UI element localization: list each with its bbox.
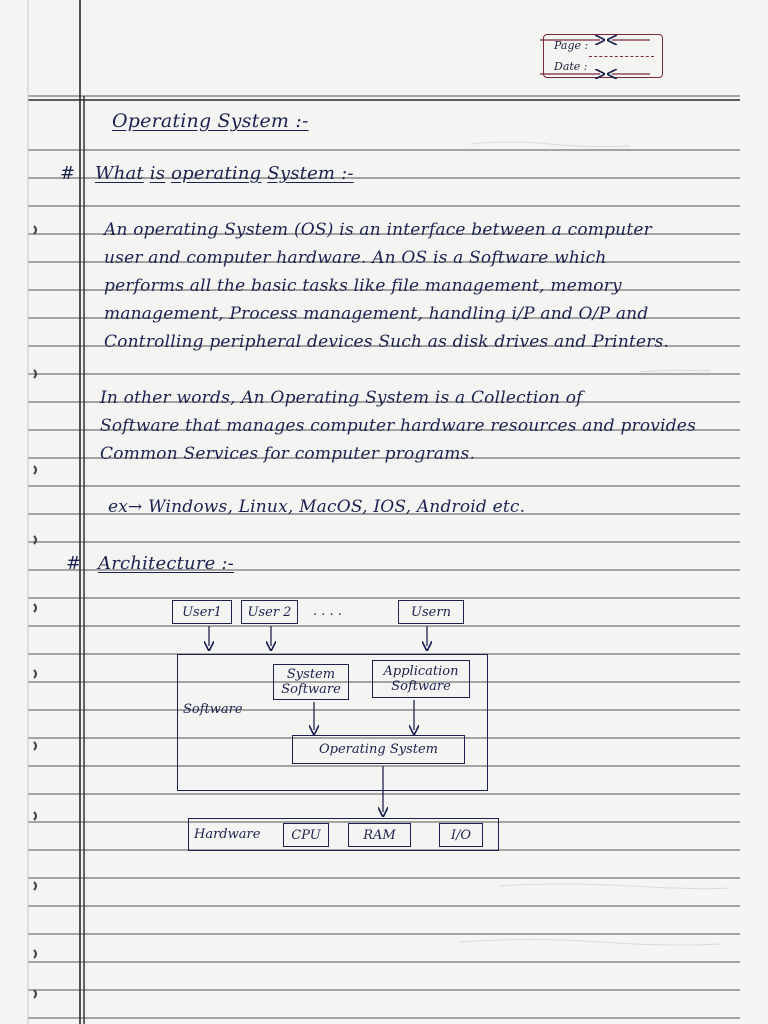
page-date-divider bbox=[589, 56, 654, 57]
box-line: Application bbox=[383, 664, 459, 679]
users-ellipsis: . . . . bbox=[313, 604, 342, 619]
page-label: Page : bbox=[554, 39, 589, 52]
section-bullet: # bbox=[66, 553, 82, 574]
paragraph-line: user and computer hardware. An OS is a Software which bbox=[104, 248, 607, 268]
heading-word: What bbox=[95, 163, 144, 184]
paragraph-line: management, Process management, handling i/P and O/P and bbox=[104, 304, 649, 324]
paragraph-line: An operating System (OS) is an interface between a computer bbox=[104, 220, 652, 240]
heading-word: System :- bbox=[267, 163, 354, 184]
box-line: System bbox=[286, 667, 336, 682]
software-label: Software bbox=[183, 702, 243, 717]
box-line: Software bbox=[281, 682, 341, 697]
hardware-label: Hardware bbox=[194, 827, 261, 842]
heading-word: Architecture :- bbox=[98, 553, 234, 574]
system-software-box bbox=[273, 664, 349, 700]
io-box: I/O bbox=[439, 823, 483, 847]
heading-word: is bbox=[149, 163, 166, 184]
user2-box: User 2 bbox=[241, 600, 298, 624]
page-date-box bbox=[543, 34, 663, 78]
section-heading-what-is-os bbox=[95, 163, 354, 184]
paragraph-line: performs all the basic tasks like file management, memory bbox=[104, 276, 622, 296]
paragraph-line: Software that manages computer hardware resources and provides bbox=[100, 416, 696, 436]
paragraph-line: Controlling peripheral devices Such as disk drives and Printers. bbox=[104, 332, 670, 352]
section-bullet: # bbox=[60, 163, 76, 184]
cpu-box: CPU bbox=[283, 823, 329, 847]
section-heading-architecture bbox=[98, 553, 234, 574]
box-line: Software bbox=[391, 679, 451, 694]
usern-box: Usern bbox=[398, 600, 464, 624]
other-words-paragraph bbox=[100, 384, 696, 468]
heading-word: operating bbox=[171, 163, 262, 184]
paragraph-line: In other words, An Operating System is a Collection of bbox=[100, 388, 583, 408]
application-software-box bbox=[372, 660, 470, 698]
page-title: Operating System :- bbox=[112, 110, 309, 132]
date-label: Date : bbox=[554, 60, 588, 73]
examples-line: ex→ Windows, Linux, MacOS, IOS, Android etc. bbox=[108, 497, 526, 517]
user1-box: User1 bbox=[172, 600, 232, 624]
paragraph-line: Common Services for computer programs. bbox=[100, 444, 476, 464]
operating-system-box: Operating System bbox=[292, 735, 465, 764]
definition-paragraph bbox=[104, 216, 669, 356]
ram-box: RAM bbox=[348, 823, 411, 847]
